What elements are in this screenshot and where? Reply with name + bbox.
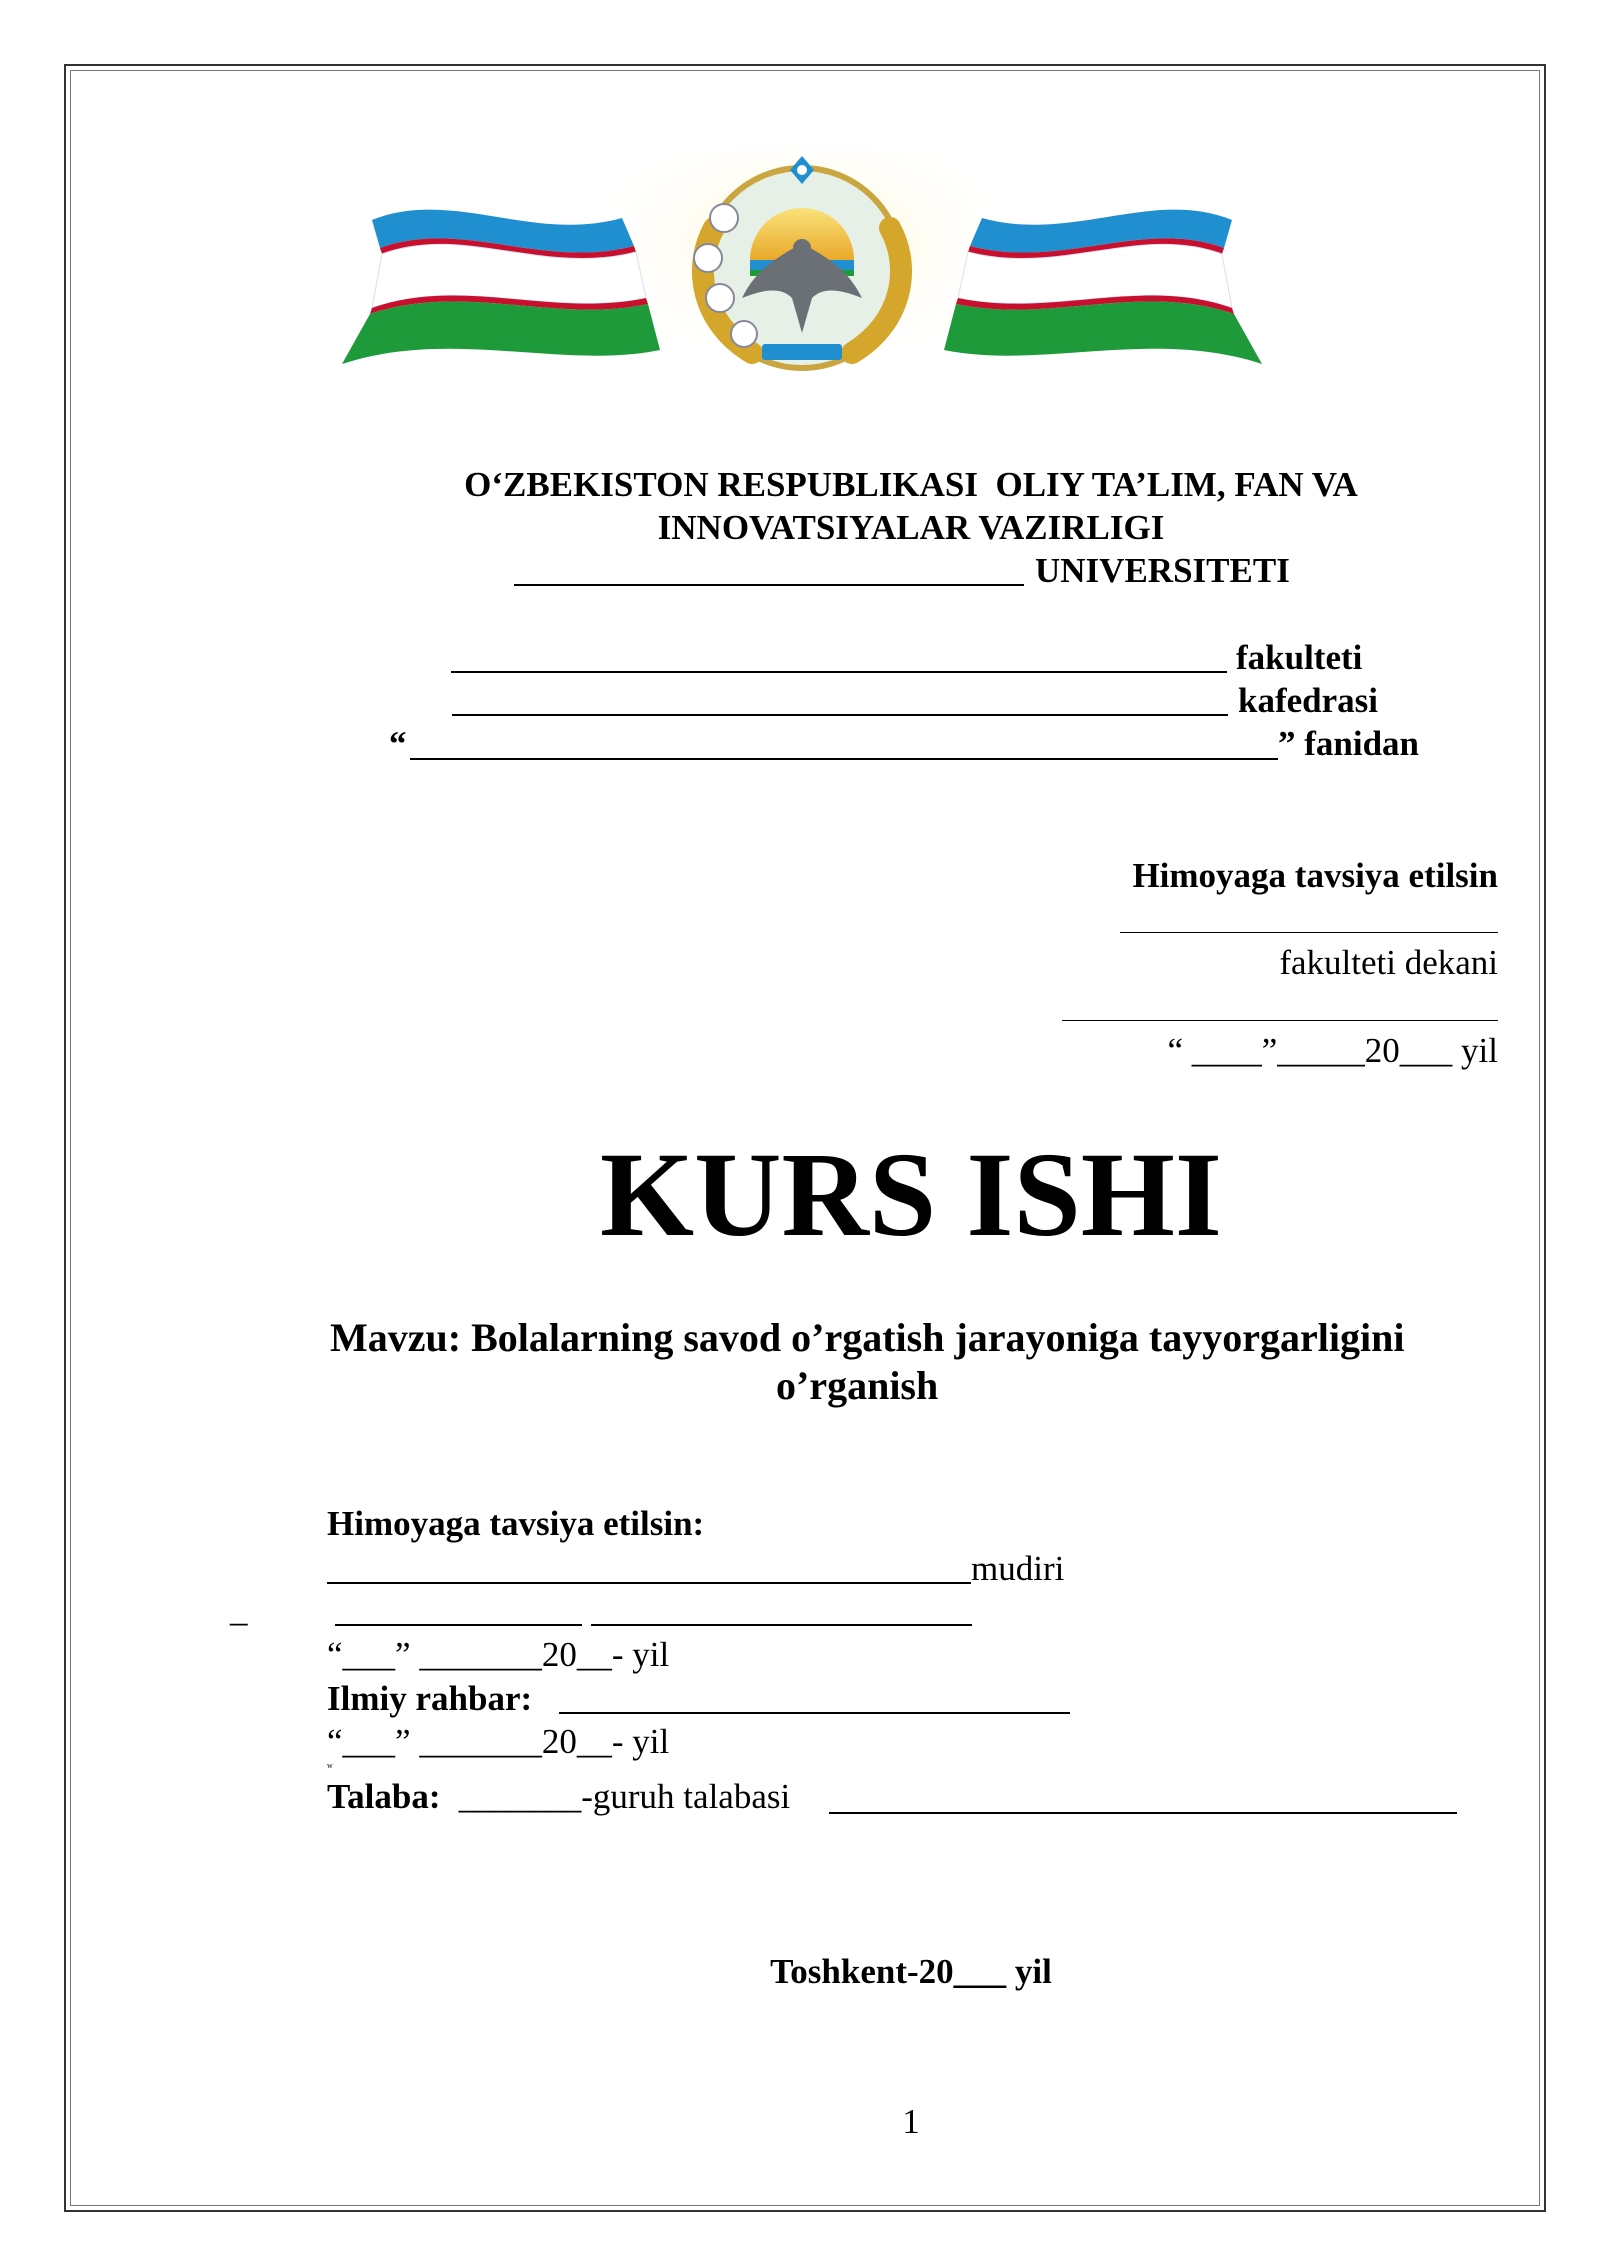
subject-open-quote: “: [389, 724, 407, 763]
state-emblem-with-flags: [262, 148, 1342, 388]
topic-line-2: o’rganish: [776, 1363, 939, 1408]
approval-heading: Himoyaga tavsiya etilsin: [1132, 856, 1498, 895]
department-label: kafedrasi: [1238, 681, 1378, 720]
left-flag-icon: [342, 210, 660, 364]
dean-signature-blank: [1120, 932, 1498, 933]
head-date: “___” _______20__- yil: [327, 1635, 670, 1674]
university-name-blank: [514, 584, 1024, 586]
right-flag-icon: [944, 210, 1262, 364]
faculty-name-blank: [451, 671, 1227, 673]
ministry-line-2: INNOVATSIYALAR VAZIRLIGI: [657, 508, 1165, 547]
document-title: KURS ISHI: [599, 1128, 1222, 1262]
student-group: _______-guruh talabasi: [450, 1777, 791, 1816]
city-year: Toshkent-20___ yil: [770, 1952, 1052, 1991]
signatures-heading: Himoyaga tavsiya etilsin:: [327, 1504, 705, 1543]
supervisor-label: Ilmiy rahbar:: [327, 1679, 533, 1718]
head-signature-blank: [335, 1624, 582, 1626]
head-name-blank: [591, 1624, 972, 1626]
dean-name-blank: [1062, 1020, 1498, 1021]
university-label: UNIVERSITETI: [1035, 551, 1290, 590]
student-label: Talaba:: [327, 1777, 441, 1816]
ministry-line-1: O‘ZBEKISTON RESPUBLIKASI OLIY TA’LIM, FAN VA: [464, 465, 1358, 504]
student-name-blank: [829, 1812, 1457, 1814]
stray-dash: _: [230, 1590, 248, 1629]
head-of-department-blank: [327, 1582, 971, 1584]
subject-name-blank: [410, 758, 1278, 760]
topic-line-1: Mavzu: Bolalarning savod o’rgatish jarayoniga tayyorgarligini: [330, 1315, 1405, 1360]
supervisor-name-blank: [559, 1712, 1070, 1714]
faculty-label: fakulteti: [1236, 638, 1363, 677]
page-number: 1: [902, 2102, 920, 2141]
subject-label: ” fanidan: [1278, 724, 1420, 763]
department-name-blank: [452, 714, 1228, 716]
tiny-mark: w: [327, 1761, 333, 1770]
supervisor-date: “___” _______20__- yil: [327, 1722, 670, 1761]
approval-date: “ ____”_____20___ yil: [1167, 1031, 1498, 1070]
dean-label: fakulteti dekani: [1279, 943, 1498, 982]
head-of-department-label: mudiri: [971, 1549, 1065, 1588]
